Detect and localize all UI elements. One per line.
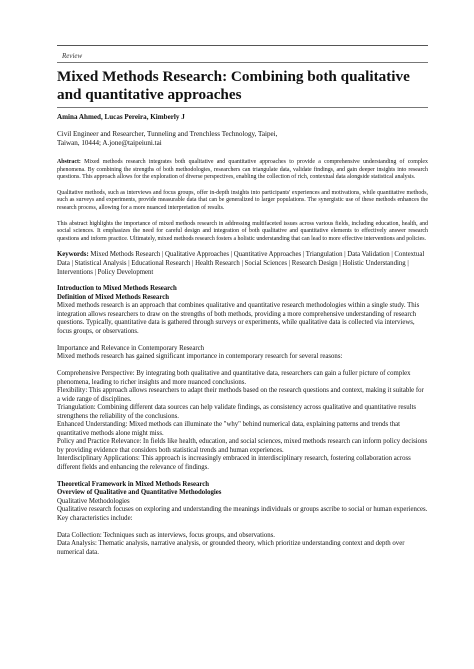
abstract-paragraph-2: Qualitative methods, such as interviews and focus groups, offer in-depth insights into participants' experiences and motivations, while quantitative methods, such as surveys and experiments, provide measurable data that can be generalized to larger populations. The synergistic use of these methods enhances the research process, allowing for a more nuanced interpretation of results.	[57, 189, 428, 211]
qualitative-item: Data Collection: Techniques such as interviews, focus groups, and observations.	[57, 531, 275, 539]
reason-item: Flexibility: This approach allows researchers to adapt their methods based on the research questions and context, making it suitable for a wide range of disciplines.	[57, 387, 424, 403]
reason-item: Triangulation: Combining different data sources can help validate findings, as consistency across qualitative and quantitative results strengthens the reliability of the conclusions.	[57, 404, 417, 420]
abstract-paragraph-1	[57, 159, 428, 182]
keywords-label: Keywords:	[57, 251, 89, 259]
section-heading-intro: Introduction to Mixed Methods Research	[57, 285, 177, 293]
reason-item: Enhanced Understanding: Mixed methods can illuminate the "why" behind numerical data, explaining patterns and trends that quantitative methods alone might miss.	[57, 421, 401, 437]
reason-item: Comprehensive Perspective: By integrating both qualitative and quantitative data, researchers can gain a fuller picture of complex phenomena, leading to richer insights and more nuanced conclusions.	[57, 370, 411, 386]
reason-item: Interdisciplinary Applications: This approach is increasingly embraced in interdisciplinary research, fostering collaboration across different fields and enhancing the relevance of findings.	[57, 455, 411, 471]
qualitative-paragraph: Qualitative research focuses on exploring and understanding the meanings individuals or groups ascribe to social or human experiences. Key characteristics include:	[57, 506, 428, 522]
subsection-heading-definition: Definition of Mixed Methods Research	[57, 293, 170, 301]
keywords-block	[57, 251, 428, 277]
definition-paragraph: Mixed methods research is an approach that combines qualitative and quantitative research methodologies within a single study. This integration allows researchers to draw on the strengths of both methods, providing a more comprehensive understanding of research questions. Typically, quantitative data is gathered through surveys or experiments, while qualitative data is collected via interviews, focus groups, or observations.	[57, 302, 420, 335]
affiliation-line-2: Taiwan, 10444; A.jone@taipeiuni.tai	[57, 139, 162, 147]
abstract-text-1: Mixed methods research integrates both qualitative and quantitative approaches to provide a comprehensive understanding of complex phenomena. By combining the strengths of both methodologies, researchers can triangulate data, validate findings, and gain deeper insights into research questions. This approach allows for the exploration of diverse perspectives, enabling the collection of rich, contextual data alongside statistical analysis.	[57, 159, 428, 181]
abstract-paragraph-3: This abstract highlights the importance of mixed methods research in addressing multifaceted issues across various fields, including education, health, and social sciences. It emphasizes the need for careful design and integration of both qualitative and quantitative elements to effectively answer research questions and inform practice. Ultimately, mixed methods research fosters a holistic understanding that can lead to more effective interventions and policies.	[57, 220, 428, 242]
header-rule	[57, 45, 428, 46]
abstract-label: Abstract:	[57, 159, 81, 165]
abstract-section	[57, 159, 428, 243]
importance-paragraph: Mixed methods research has gained significant importance in contemporary research for several reasons:	[57, 353, 343, 361]
affiliation-line-1: Civil Engineer and Researcher, Tunneling and Trenchless Technology, Taipei,	[57, 130, 278, 138]
affiliation	[57, 130, 428, 148]
subsection-heading-qualitative: Qualitative Methodologies	[57, 497, 130, 505]
body-text	[57, 285, 428, 557]
section-heading-framework: Theoretical Framework in Mixed Methods Research	[57, 480, 210, 488]
paper-content	[57, 113, 428, 557]
reason-item: Policy and Practice Relevance: In fields like health, education, and social sciences, mixed methods research can inform policy decisions by providing evidence that considers both statistical trends and human experiences.	[57, 438, 428, 454]
keywords-text: Mixed Methods Research | Qualitative Approaches | Quantitative Approaches | Triangulation | Data Validation | Contextual Data | Statistical Analysis | Educational Research | Health Research | Social Sciences | Research Design | Holistic Understanding | Interventions | Policy Development	[57, 251, 425, 276]
header-divider	[57, 62, 428, 63]
paper-title	[57, 68, 417, 103]
subsection-heading-overview: Overview of Qualitative and Quantitative Methodologies	[57, 489, 222, 497]
title-line-1: Mixed Methods Research: Combining both qualitative	[57, 68, 410, 85]
title-line-2: and quantitative approaches	[57, 85, 242, 103]
title-divider	[57, 107, 428, 108]
subsection-heading-importance: Importance and Relevance in Contemporary Research	[57, 344, 205, 352]
qualitative-item: Data Analysis: Thematic analysis, narrative analysis, or grounded theory, which prioritize understanding context and depth over numerical data.	[57, 540, 405, 556]
author-list: Amina Ahmed, Lucas Pereira, Kimberly J	[57, 113, 185, 121]
article-type-label: Review	[62, 52, 83, 60]
